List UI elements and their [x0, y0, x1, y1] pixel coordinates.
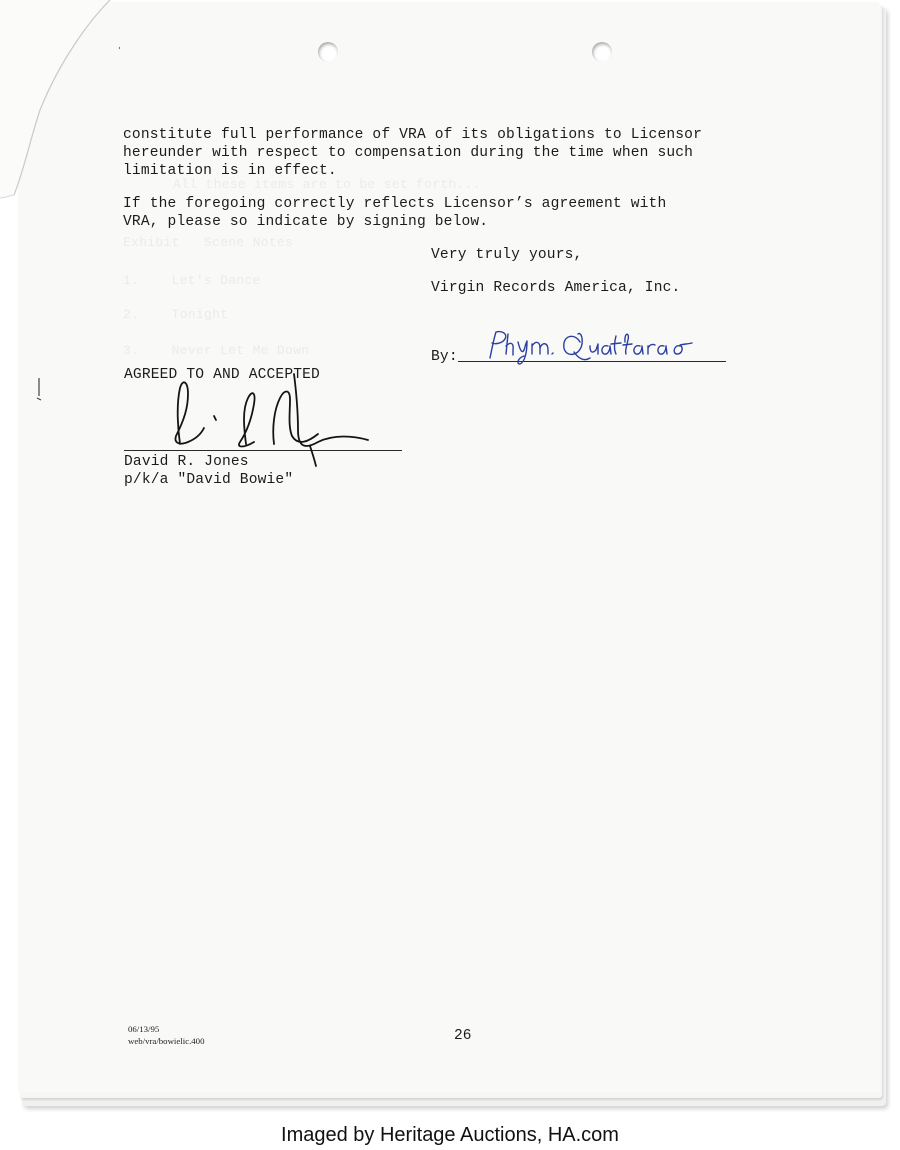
- signer-name: David R. Jones: [124, 454, 249, 470]
- show-through-text: 3. Never Let Me Down: [123, 343, 310, 358]
- closing-salutation: Very truly yours,: [431, 247, 583, 263]
- body-line-4: If the foregoing correctly reflects Licensor’s agreement with: [123, 196, 667, 212]
- body-line-1: constitute full performance of VRA of its obligations to Licensor: [123, 127, 702, 143]
- by-label: By:: [431, 349, 458, 365]
- image-credit: Imaged by Heritage Auctions, HA.com: [281, 1124, 619, 1146]
- curled-page-corner: [0, 0, 120, 200]
- signer-aka: p/k/a "David Bowie": [124, 472, 294, 488]
- margin-mark: [36, 378, 42, 402]
- agreed-label: AGREED TO AND ACCEPTED: [124, 367, 320, 383]
- binder-hole-right: [592, 42, 612, 62]
- vra-signature: [480, 328, 730, 368]
- page-number: 26: [454, 1028, 472, 1044]
- show-through-text: Exhibit Scene Notes: [123, 235, 294, 250]
- body-line-2: hereunder with respect to compensation during the time when such: [123, 145, 694, 161]
- document-page: [18, 2, 880, 1092]
- binder-hole-left: [318, 42, 338, 62]
- show-through-text: All these items are to be set forth...: [173, 177, 481, 192]
- show-through-text: 2. Tonight: [123, 307, 229, 322]
- show-through-text: 1. Let's Dance: [123, 273, 261, 288]
- body-line-3: limitation is in effect.: [123, 163, 337, 179]
- company-name: Virgin Records America, Inc.: [431, 280, 681, 296]
- footer-date: 06/13/95: [128, 1024, 160, 1034]
- body-line-5: VRA, please so indicate by signing below.: [123, 214, 489, 230]
- footer-file-path: web/vra/bowielic.400: [128, 1036, 205, 1046]
